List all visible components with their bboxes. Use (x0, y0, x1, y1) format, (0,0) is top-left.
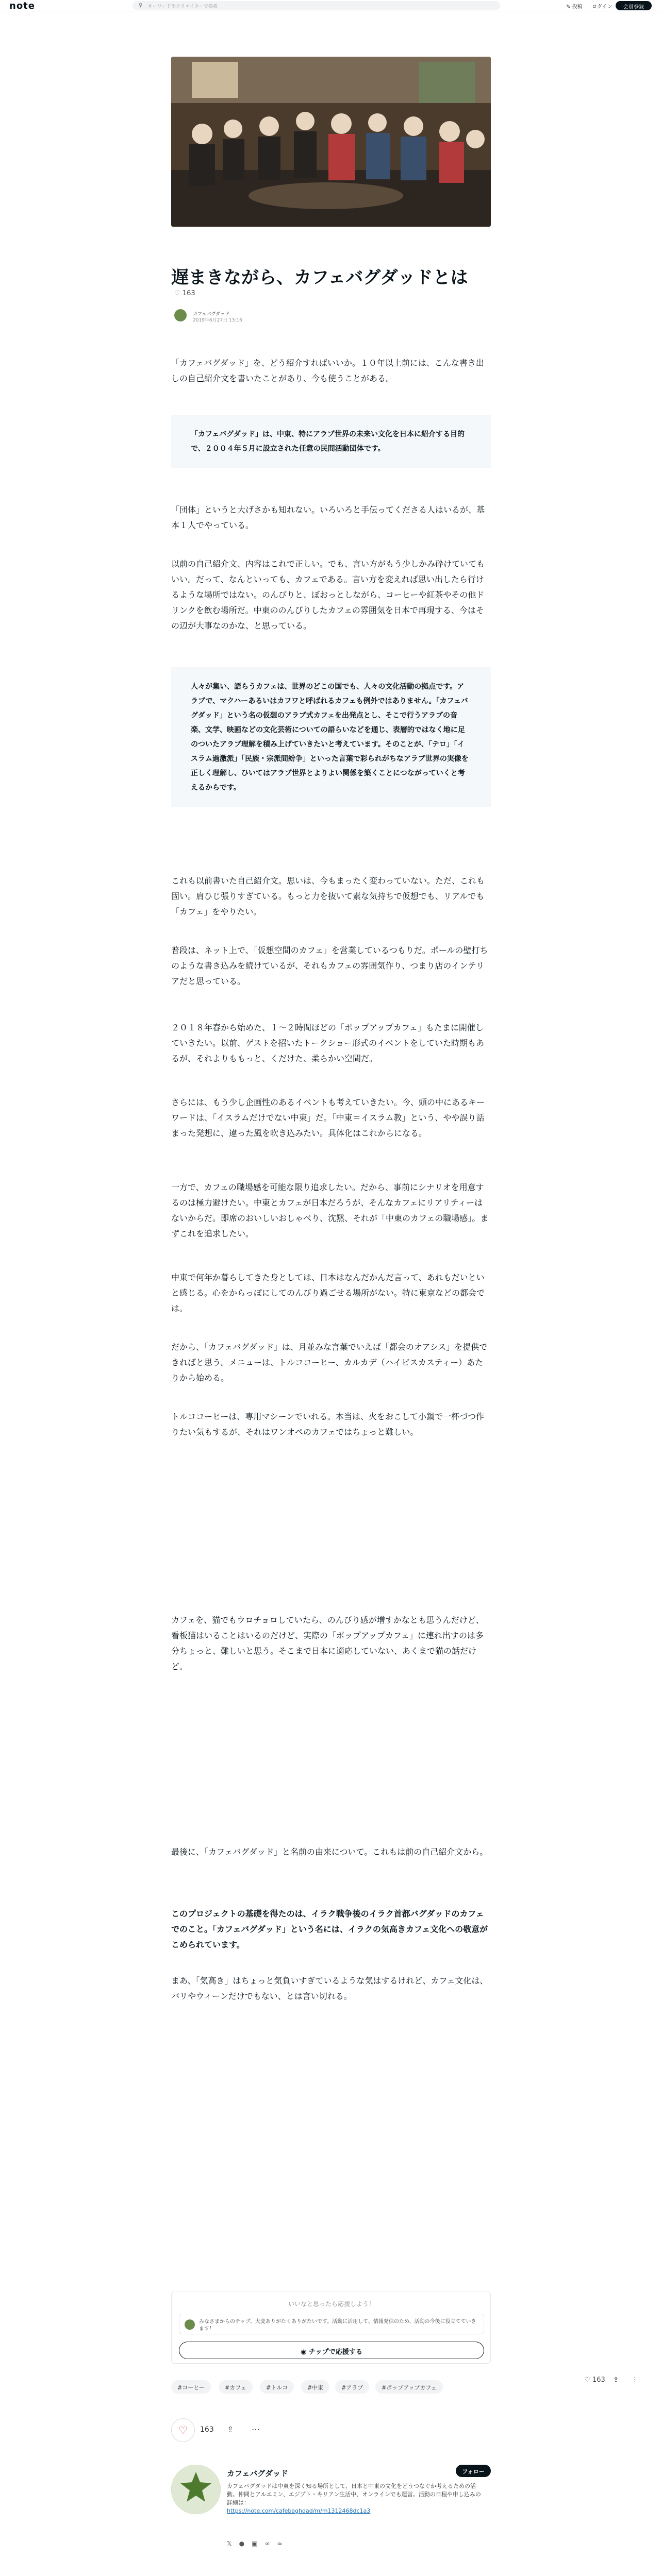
article-title: 遅まきながら、カフェバグダッドとは (171, 267, 468, 288)
blockquote-1: 「カフェバグダッド」は、中東、特にアラブ世界の未来い文化を日本に紹介する目的で、２００４年５月に設立された任意の民間活動団体です。 (171, 415, 491, 468)
rss-icon[interactable]: ≈ (277, 2540, 290, 2547)
author-bio-link[interactable]: https://note.com/cafebaghdad/m/m1312468dc1a3 (227, 2507, 371, 2514)
tag-chip[interactable]: #ポップアップカフェ (375, 2380, 443, 2394)
coin-icon: ◉ (301, 2348, 307, 2356)
post-link[interactable] (566, 2, 583, 10)
floating-reactions (584, 2376, 656, 2388)
float-like-count: 163 (592, 2376, 605, 2384)
facebook-icon[interactable]: ● (239, 2540, 252, 2547)
like-button-top[interactable] (174, 290, 195, 297)
tag-chip[interactable]: #中東 (301, 2380, 329, 2394)
paragraph-10: だから、「カフェバグダッド」は、月並みな言葉でいえば「都会のオアシス」を提供できればと思う。メニューは、トルココーヒー、カルカデ（ハイビスカスティー）あたりから始める。 (171, 1342, 488, 1383)
support-avatar (185, 2319, 195, 2330)
heart-icon: ♡ (178, 2424, 188, 2436)
author-name[interactable]: カフェバグダッド (193, 312, 230, 317)
support-message: みなさまからのチップ、大変ありがたくありがたいです。活動に活用して、情報発信のため、活動の今後に役立てていきます！ (199, 2319, 476, 2332)
author-avatar[interactable] (174, 309, 187, 321)
paragraph-5: 普段は、ネット上で、「仮想空間のカフェ」を営業しているつもりだ。ポールの壁打ちのような書き込みを続けているが、それもカフェの雰囲気作り、つまり店のインテリアだと思っている。 (171, 945, 488, 986)
hero-photo-illustration (171, 57, 491, 227)
heart-icon: ♡ (174, 290, 180, 297)
support-message-box (179, 2314, 484, 2334)
paragraph-12: カフェを、猫でもウロチョロしていたら、のんびり感が増すかなとも思うんだけど、看板猫はいることはいるのだけど、実際の「ポップアップカフェ」に連れ出すのは多分ちょっと、難しいと思う。そこまで日本に適応していない、あくまで猫の話だけど。 (171, 1615, 484, 1671)
avatar-illustration (171, 2465, 221, 2514)
like-button[interactable] (171, 2418, 195, 2442)
hero-image (171, 57, 491, 227)
tip-button[interactable] (179, 2342, 484, 2359)
like-count-top: 163 (182, 290, 195, 297)
signup-button[interactable]: 会員登録 (616, 1, 652, 10)
x-icon[interactable]: 𝕏 (227, 2540, 239, 2547)
support-box (171, 2292, 491, 2364)
paragraph-14: このプロジェクトの基礎を得たのは、イラク戦争後のイラク首都バグダッドのカフェでのこと。「カフェバグダッド」という名には、イラクの気高きカフェ文化への敬意がこめられています。 (171, 1909, 488, 1950)
search-input[interactable] (133, 1, 500, 10)
paragraph-9: 中東で何年か暮らしてきた身としては、日本はなんだかんだ言って、あれもだいといと感じる。心をからっぽにしてのんびり過ごせる場所がない。特に東京などの都会では。 (171, 1273, 485, 1313)
tag-chip[interactable]: #アラブ (335, 2380, 369, 2394)
paragraph-11: トルココーヒーは、専用マシーンでいれる。本当は、火をおこして小鍋で一杯づつ作りたい気もするが、それはワンオペのカフェではちょっと難しい。 (171, 1412, 485, 1437)
paragraph-7: さらには、もう少し企画性のあるイベントも考えていきたい。今、頭の中にあるキーワードは、「イスラムだけでない中東」だ。「中東＝イスラム教」という、やや誤り話まった発想に、違った風を吹き込みたい。具体化はこれからになる。 (171, 1097, 485, 1138)
instagram-icon[interactable]: ▣ (252, 2540, 265, 2547)
share-icon[interactable]: ⇪ (227, 2425, 234, 2434)
blockquote-2: 人々が集い、語らうカフェは、世界のどこの国でも、人々の文化活動の拠点です。アラブで、マクハーあるいはカフワと呼ばれるカフェも例外ではありません。「カフェバグダッド」という名の仮想のアラブ式カフェを出発点とし、そこで行うアラブの音楽、文学、映画などの文化芸術についての語らいなどを通じ、表層的ではなく地に足のついたアラブ理解を積み上げていきたいと考えています。そのことが、「テロ」「イスラム過激派」「民族・宗派間紛争」といった言葉で彩られがちなアラブ世界の実像を正しく理解し、ひいてはアラブ世界とよりよい関係を築くことにつながっていくと考えるからです。 (171, 667, 491, 807)
tag-chip[interactable]: #トルコ (260, 2380, 294, 2394)
paragraph-1: 「カフェバグダッド」を、どう紹介すればいいか。１０年以上前には、こんな書き出しの自己紹介文を書いたことがあり、今も使うことがある。 (171, 358, 484, 383)
support-label: いいなと思ったら応援しよう！ (288, 2300, 375, 2308)
top-bar (0, 0, 662, 11)
paragraph-15: まあ、「気高き」はちょっと気負いすぎているような気はするけれど、カフェ文化は、バリやウィーンだけでもない、とは言い切れる。 (171, 1976, 488, 2001)
tag-chip[interactable]: #コーヒー (171, 2380, 211, 2394)
author-bio (227, 2482, 485, 2515)
author-card-name[interactable]: カフェバグダッド (227, 2469, 288, 2478)
search-placeholder: キーワードやクリエイターで検索 (148, 4, 218, 9)
search-icon: ⚲ (139, 3, 143, 8)
article-actions (171, 2417, 491, 2448)
like-count: 163 (200, 2426, 214, 2434)
paragraph-8: 一方で、カフェの職場感を可能な限り追求したい。だから、事前にシナリオを用意するのは極力避けたい。中東とカフェが日本だろうが、そんなカフェにリアリティーはないからだ。即席のおいしいおしゃべり、沈黙、それが「中東のカフェの職場感」。まずこれを追求したい。 (171, 1182, 489, 1239)
heart-icon[interactable]: ♡ (584, 2376, 590, 2384)
more-icon[interactable]: ⋯ (252, 2425, 260, 2434)
login-link[interactable]: ログイン (592, 4, 613, 10)
author-card-avatar[interactable] (171, 2465, 221, 2514)
social-links (227, 2540, 290, 2547)
tag-chip[interactable]: #カフェ (219, 2380, 253, 2394)
paragraph-2: 「団体」というと大げさかも知れない。いろいろと手伝ってくださる人はいるが、基本１人でやっている。 (171, 505, 485, 530)
tip-button-label: チップで応援する (308, 2348, 362, 2356)
bookmark-icon[interactable]: ⋮ (632, 2376, 638, 2384)
link-icon[interactable]: ∞ (264, 2540, 277, 2547)
paragraph-6: ２０１８年春から始めた、１～２時間ほどの「ポップアップカフェ」もたまに開催していきたい。以前、ゲストを招いたトークショー形式のイベントをしていた時期もあるが、それよりももっと、くだけた、柔らかい空間だ。 (171, 1023, 485, 1063)
post-label: 投稿 (572, 4, 583, 10)
tag-list (171, 2380, 491, 2396)
paragraph-3: 以前の自己紹介文、内容はこれで正しい。でも、言い方がもう少しかみ砕けていてもいい。だって、なんといっても、カフェである。言い方を変えれば思い出したら行けるような場所ではない。のんびりと、ぼおっとしながら、コーヒーや紅茶やその他ドリンクを飲む場所だ。中東ののんびりしたカフェの雰囲気を日本で再現する、今はその辺が大事なのかな、と思っている。 (171, 559, 485, 631)
author-bio-text: カフェバグダッドは中東を深く知る場所として、日本と中東の文化をどうつなぐか考えるための活動。仲間とアルエミン、エジプト・キリアン生活中、オンラインでも運営。活動の日程や申し込みの詳細は： (227, 2483, 481, 2506)
author-card (171, 2465, 491, 2573)
publish-date: 2019年6月27日 13:16 (193, 318, 242, 323)
share-icon[interactable]: ⇪ (613, 2376, 619, 2384)
paragraph-4: これも以前書いた自己紹介文。思いは、今もまったく変わっていない。ただ、これも固い。肩ひじ張りすぎている。もっと力を抜いて素な気持ちで仮想でも、リアルでも「カフェ」をやりたい。 (171, 876, 485, 917)
note-logo[interactable]: note (9, 1, 35, 11)
pen-icon: ✎ (566, 4, 571, 10)
paragraph-13: 最後に、「カフェバグダッド」と名前の由来について。これもは前の自己紹介文から。 (171, 1847, 488, 1857)
follow-button[interactable]: フォロー (456, 2465, 491, 2477)
